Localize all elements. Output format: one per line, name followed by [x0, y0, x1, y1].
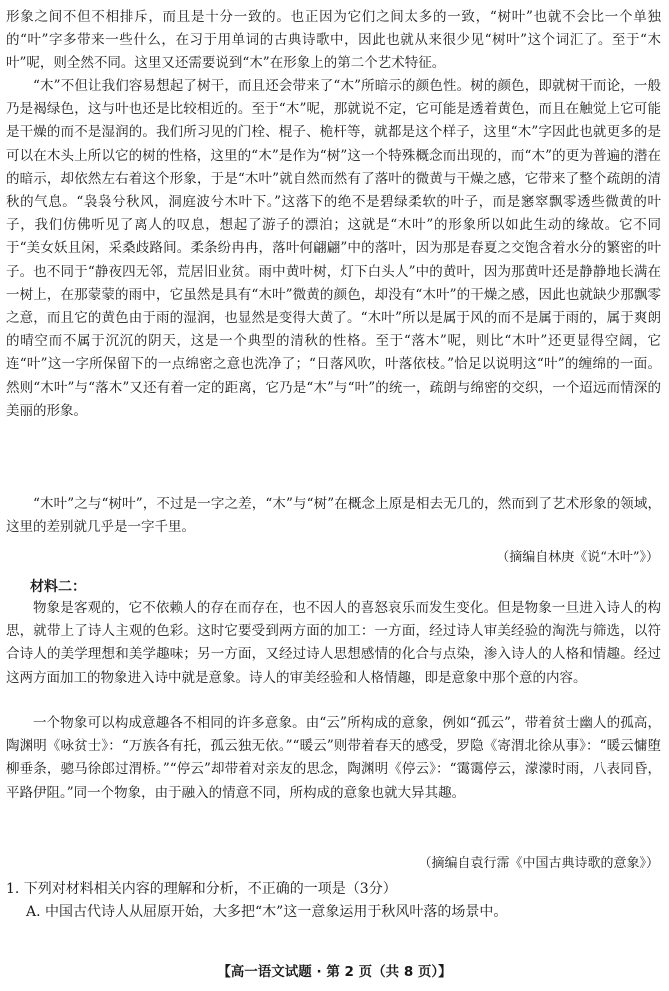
- material-two-source: （摘编自袁行霈《中国古典诗歌的意象》）: [418, 856, 659, 871]
- material-two-heading: 材料二：: [30, 579, 86, 595]
- question-1-stem: 1. 下列对材料相关内容的理解和分析，不正确的一项是（3分）: [6, 881, 397, 897]
- material-two-paragraph-1: 物象是客观的，它不依赖人的存在而存在，也不因人的喜怒哀乐而发生变化。但是物象一旦进入诗人的构思，就带上了诗人主观的色彩。这时它要受到两方面的加工：一方面，经过诗人审美经验的淘洗与筛选，以符合诗人的美学理想和美学趣味；另一方面，又经过诗人思想感情的化合与点染，渗入诗人的人格和情趣。经过这两方面加工的物象进入诗中就是意象。诗人的审美经验和人格情趣，即是意象中那个意的内容。: [6, 600, 661, 686]
- material-two-paragraph-2: 一个物象可以构成意趣各不相同的许多意象。由“云”所构成的意象，例如“孤云”，带着贫士幽人的孤高，陶渊明《咏贫士》：“万族各有托，孤云独无依。”“暖云”则带着春天的感受，罗隐《寄渭北徐从事》：“暖云慵堕柳垂条，骢马徐郎过渭桥。”“停云”却带着对亲友的思念，陶渊明《停云》：“霭霭停云，濛濛时雨，八表同昏，平路伊阻。”同一个物象，由于融入的情意不同，所构成的意象也就大异其趣。: [6, 715, 661, 801]
- material-one-paragraph-2: “木”不但让我们容易想起了树干，而且还会带来了“木”所暗示的颜色性。树的颜色，即就树干而论，一般乃是褐绿色，这与叶也还是比较相近的。至于“木”呢，那就说不定，它可能是透着黄色，而且在触觉上它可能是干燥的而不是湿润的。我们所习见的门栓、棍子、桅杆等，就都是这个样子，这里“木”字因此也就更多的是可以在木头上所以它的树的性格，这里的“木”是作为“树”这一个特殊概念而出现的，而“木”的更为普遍的潜在的暗示，却依然左右着这个形象，于是“木叶”就自然而然有了落叶的微黄与干燥之感，它带来了整个疏朗的清秋的气息。“袅袅兮秋风，洞庭波兮木叶下。”这落下的绝不是碧绿柔软的叶子，而是窸窣飘零透些微黄的叶子，我们仿佛听见了离人的叹息，想起了游子的漂泊；这就是“木叶”的形象所以如此生动的缘故。它不同于“美女妖且闲，采桑歧路间。柔条纷冉冉，落叶何翩翩”中的落叶，因为那是春夏之交饱含着水分的繁密的叶子。也不同于“静夜四无邻，荒居旧业贫。雨中黄叶树，灯下白头人”中的黄叶，因为那黄叶还是静静地长满在一树上，在那蒙蒙的雨中，它虽然是具有“木叶”微黄的颜色，却没有“木叶”的干燥之感，因此也就缺少那飘零之意，而且它的黄色由于雨的湿润，也显然是变得大黄了。“木叶”所以是属于风的而不是属于雨的，属于爽朗的晴空而不属于沉沉的阴天，这是一个典型的清秋的性格。至于“落木”呢，则比“木叶”还更显得空阔，它连“叶”这一字所保留下的一点绵密之意也洗净了；“日落风吹，叶落依枝。”恰足以说明这“叶”的缠绵的一面。然则“木叶”与“落木”又还有着一定的距离，它乃是“木”与“叶”的统一，疏朗与绵密的交织，一个迢远而情深的美丽的形象。: [6, 78, 661, 419]
- material-one-source: （摘编自林庚《说“木叶”》）: [496, 550, 659, 565]
- material-one-paragraph-3: “木叶”之与“树叶”，不过是一字之差，“木”与“树”在概念上原是相去无几的，然而到了艺术形象的领域，这里的差别就几乎是一字千里。: [6, 496, 661, 536]
- page-footer: 【高一语文试题 · 第 2 页（共 8 页）】: [217, 964, 452, 980]
- question-1-option-a: A. 中国古代诗人从屈原开始，大多把“木”这一意象运用于秋风叶落的场景中。: [26, 904, 508, 920]
- material-one-paragraph-continued: 形象之间不但不相排斥，而且是十分一致的。也正因为它们之间太多的一致，“树叶”也就不会比一个单独的“叶”字多带来一些什么，在习于用单词的古典诗歌中，因此也就从来很少见“树叶”这个词汇了。至于“木叶”呢，则全然不同。这里又还需要说到“木”在形象上的第二个艺术特征。: [6, 9, 661, 72]
